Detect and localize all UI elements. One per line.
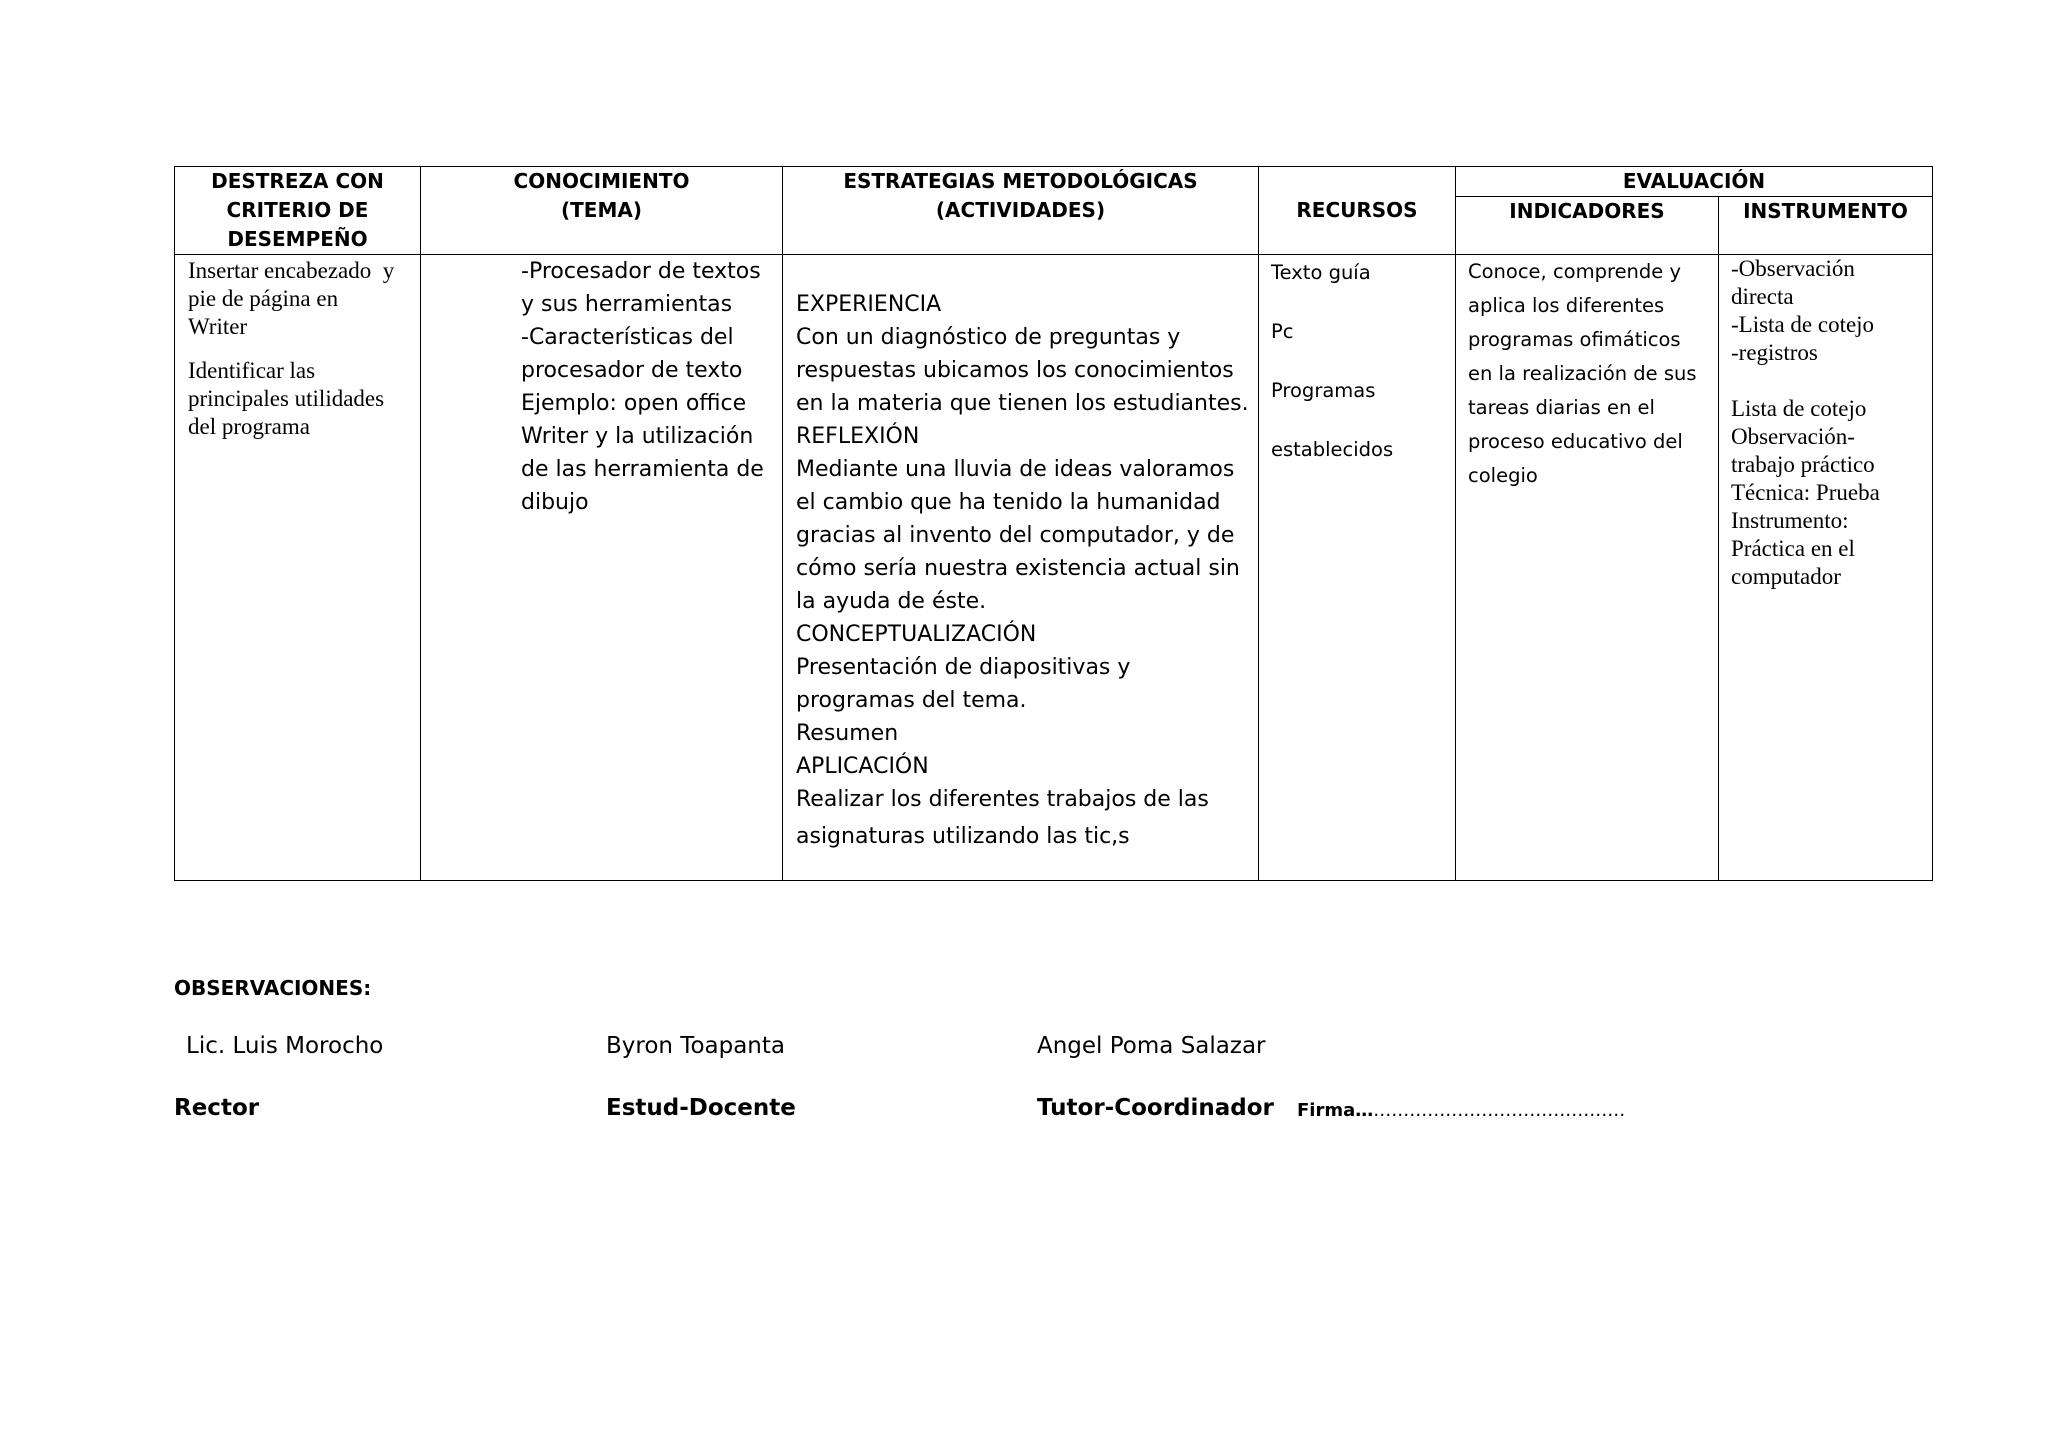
rector-name: Lic. Luis Morocho <box>186 1033 384 1059</box>
header-destreza <box>175 167 421 255</box>
instrumento-line: Instrumento: <box>1731 508 1849 533</box>
header-conocimiento <box>421 167 783 255</box>
cell-destreza <box>175 255 421 881</box>
instrumento-line: computador <box>1731 564 1841 589</box>
estrategias-line: REFLEXIÓN <box>796 424 920 449</box>
cell-recursos <box>1259 255 1456 881</box>
conocimiento-line: dibujo <box>521 490 589 515</box>
instrumento-line: -registros <box>1731 340 1818 365</box>
planning-table <box>174 166 1933 881</box>
instrumento-line: -Lista de cotejo <box>1731 312 1875 337</box>
tutor-role: Tutor-Coordinador <box>1037 1095 1274 1121</box>
destreza-line: pie de página en <box>188 286 339 311</box>
firma-label: Firma… <box>1297 1100 1374 1121</box>
firma-line: …………………………………… <box>1373 1100 1626 1121</box>
destreza-line: Identificar las <box>188 358 316 383</box>
cell-instrumento <box>1719 255 1933 881</box>
conocimiento-line: Writer y la utilización <box>521 424 754 449</box>
header-instrumento: INSTRUMENTO <box>1719 197 1933 255</box>
header-indicadores: INDICADORES <box>1456 197 1719 255</box>
conocimiento-line: Ejemplo: open office <box>521 391 747 416</box>
firma-field <box>1297 1100 1625 1121</box>
conocimiento-line: procesador de texto <box>521 358 743 383</box>
tutor-name: Angel Poma Salazar <box>1037 1033 1266 1059</box>
conocimiento-line: -Procesador de textos <box>521 259 761 284</box>
instrumento-line: trabajo práctico <box>1731 452 1875 477</box>
destreza-line: Writer <box>188 314 248 339</box>
instrumento-line: directa <box>1731 284 1794 309</box>
estrategias-line: Realizar los diferentes trabajos de las <box>796 787 1209 812</box>
estrategias-line: en la materia que tienen los estudiantes. <box>796 391 1249 416</box>
header-evaluacion: EVALUACIÓN <box>1456 167 1933 197</box>
destreza-line: Insertar encabezado y <box>188 258 395 283</box>
cell-indicadores <box>1456 255 1719 881</box>
header-estrategias-line: (ACTIVIDADES) <box>935 198 1106 222</box>
header-destreza-line: DESTREZA CON <box>211 169 384 193</box>
estrategias-line: APLICACIÓN <box>796 754 929 779</box>
instrumento-line: Lista de cotejo <box>1731 396 1867 421</box>
estrategias-line: Mediante una lluvia de ideas valoramos <box>796 457 1235 482</box>
estrategias-line: cómo sería nuestra existencia actual sin <box>796 556 1240 581</box>
indicadores-line: programas ofimáticos <box>1468 328 1681 351</box>
estrategias-line: Con un diagnóstico de preguntas y <box>796 325 1181 350</box>
header-estrategias-line: ESTRATEGIAS METODOLÓGICAS <box>843 169 1198 193</box>
recursos-line: Programas <box>1271 379 1376 402</box>
destreza-line: principales utilidades <box>188 386 385 411</box>
docente-name: Byron Toapanta <box>606 1033 785 1059</box>
estrategias-line: el cambio que ha tenido la humanidad <box>796 490 1221 515</box>
estrategias-line: respuestas ubicamos los conocimientos <box>796 358 1234 383</box>
estrategias-line: Resumen <box>796 721 899 746</box>
header-destreza-line: CRITERIO DE <box>226 198 369 222</box>
header-conocimiento-line: CONOCIMIENTO <box>513 169 690 193</box>
instrumento-line: Observación- <box>1731 424 1855 449</box>
estrategias-line: asignaturas utilizando las tic,s <box>796 824 1130 849</box>
header-recursos: RECURSOS <box>1259 167 1456 255</box>
destreza-line <box>188 341 412 357</box>
indicadores-line: aplica los diferentes <box>1468 294 1665 317</box>
header-estrategias <box>783 167 1259 255</box>
instrumento-line <box>1731 367 1928 395</box>
docente-role: Estud-Docente <box>606 1095 796 1121</box>
conocimiento-line: -Características del <box>521 325 734 350</box>
estrategias-line: gracias al invento del computador, y de <box>796 523 1235 548</box>
cell-estrategias <box>783 255 1259 881</box>
recursos-line: Pc <box>1271 320 1294 343</box>
indicadores-line: Conoce, comprende y <box>1468 260 1682 283</box>
instrumento-line: Práctica en el <box>1731 536 1855 561</box>
indicadores-line: colegio <box>1468 464 1538 487</box>
recursos-line: establecidos <box>1271 438 1394 461</box>
indicadores-line: en la realización de sus <box>1468 362 1697 385</box>
indicadores-line: tareas diarias en el <box>1468 396 1655 419</box>
cell-conocimiento <box>421 255 783 881</box>
conocimiento-line: y sus herramientas <box>521 292 733 317</box>
instrumento-line: Técnica: Prueba <box>1731 480 1880 505</box>
header-conocimiento-line: (TEMA) <box>561 198 642 222</box>
conocimiento-line: de las herramienta de <box>521 457 764 482</box>
recursos-line: Texto guía <box>1271 261 1371 284</box>
header-destreza-line: DESEMPEÑO <box>227 227 368 251</box>
instrumento-line: -Observación <box>1731 256 1855 281</box>
estrategias-line: programas del tema. <box>796 688 1027 713</box>
estrategias-line: CONCEPTUALIZACIÓN <box>796 622 1037 647</box>
observaciones-label: OBSERVACIONES: <box>174 976 372 1000</box>
estrategias-line: Presentación de diapositivas y <box>796 655 1131 680</box>
indicadores-line: proceso educativo del <box>1468 430 1683 453</box>
rector-role: Rector <box>174 1095 260 1121</box>
estrategias-line: EXPERIENCIA <box>796 292 942 317</box>
estrategias-line: la ayuda de éste. <box>796 589 987 614</box>
destreza-line: del programa <box>188 414 310 439</box>
